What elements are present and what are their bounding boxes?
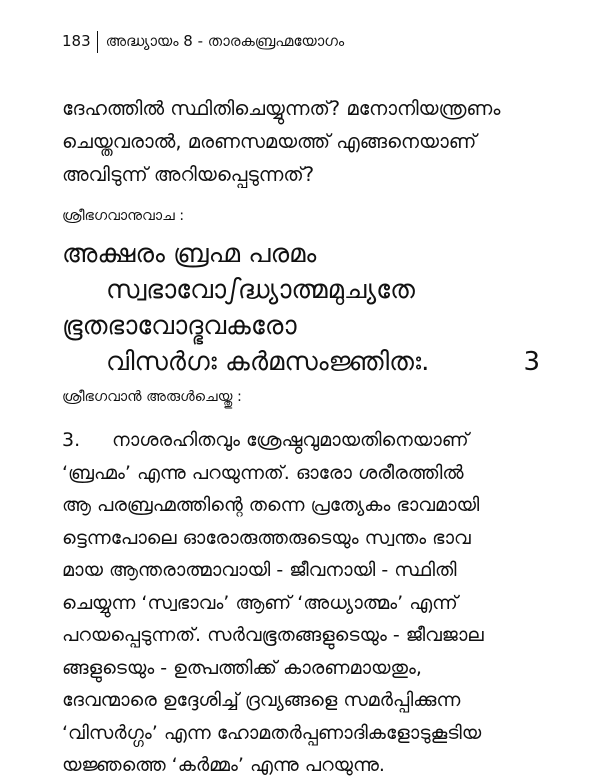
header-divider (97, 31, 98, 53)
speaker-label: ശ്രീഭഗവാനുവാച : (62, 208, 185, 224)
commentary-line: ദേവന്മാരെ ഉദ്ദേശിച്ച് ദ്രവ്യങ്ങളെ സമർപ്പിക്കുന്ന (62, 689, 461, 711)
commentary-line: ചെയ്യുന്ന ‘സ്വഭാവം’ ആണ് ‘അധ്യാത്മം’ എന്ന് (62, 591, 458, 614)
intro-line: അവിടുന്ന് അറിയപ്പെടുന്നത്? (62, 163, 315, 186)
verse-line-4-text: വിസർഗഃ കർമസംജ്ഞിതഃ. (106, 347, 430, 377)
intro-line: ദേഹത്തിൽ സ്ഥിതിചെയ്യുന്നത്? മനോനിയന്ത്രണം (62, 97, 501, 120)
commentary-line: ‘ബ്രഹ്മം’ എന്നു പറയുന്നത്. ഓരോ ശരീരത്തിൽ (62, 461, 464, 484)
verse-line-2: സ്വഭാവോഽദ്ധ്യാത്മമുച്യതേ (106, 275, 415, 305)
verse-line-3: ഭൂതഭാവോദ്ഭവകരോ (62, 311, 297, 341)
commentary-line: യജ്ഞത്തെ ‘കർമ്മം’ എന്നു പറയുന്നു. (62, 754, 385, 776)
commentary-line: ങ്ങളുടെയും - ഉത്പത്തിക്ക് കാരണമായതും, (62, 656, 422, 679)
sanskrit-verse (62, 236, 550, 380)
commentary-line: ആ പരബ്രഹ്മത്തിന്റെ തന്നെ പ്രത്യേകം ഭാവമായി (62, 494, 480, 516)
commentary-line: നാശരഹിതവും ശ്രേഷ്ഠവുമായതിനെയാണ് (112, 429, 469, 451)
intro-line: ചെയ്തവരാൽ, മരണസമയത്ത് എങ്ങനെയാണ് (62, 130, 477, 153)
page-header (62, 30, 344, 53)
verse-line-4 (62, 344, 550, 380)
speaker-label-2: ശ്രീഭഗവാൻ അരുൾചെയ്തു : (62, 389, 242, 405)
commentary-first-line (62, 424, 550, 457)
verse-line-1: അക്ഷരം ബ്രഹ്മ പരമം (62, 239, 317, 269)
page-number: 183 (62, 32, 91, 50)
verse-number: 3 (523, 347, 540, 377)
commentary-line: മായ ആന്തരാത്മാവായി - ജീവനായി - സ്ഥിതി (62, 559, 457, 581)
commentary-number: 3. (62, 429, 81, 451)
commentary-line: ‘വിസർഗ്ഗം’ എന്ന ഹോമതർപ്പണാദികളോടുകൂടിയ (62, 721, 482, 744)
commentary-paragraph (62, 424, 550, 782)
chapter-title: അദ്ധ്യായം 8 - താരകബ്രഹ്മയോഗം (105, 32, 345, 50)
commentary-line: ട്ടെന്നപോലെ ഓരോരുത്തരുടെയും സ്വന്തം ഭാവ (62, 526, 471, 549)
commentary-line: പറയപ്പെടുന്നത്. സർവഭൂതങ്ങളുടെയും - ജീവജാല (62, 624, 484, 646)
intro-paragraph (62, 92, 550, 191)
